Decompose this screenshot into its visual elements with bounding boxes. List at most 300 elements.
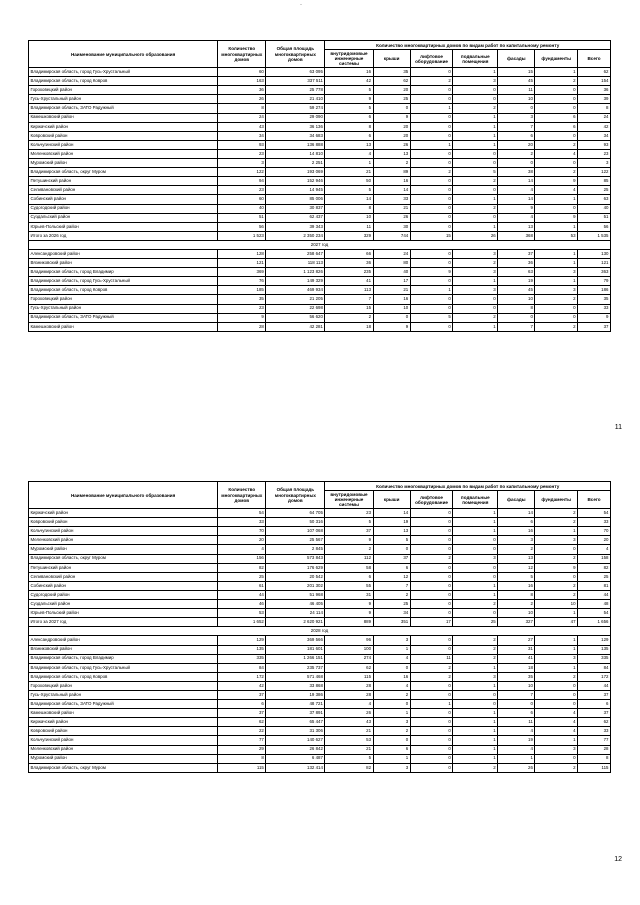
municipality-name: Владимирская область, округ Муром [29, 554, 218, 563]
value-cell: 0 [373, 104, 410, 113]
value-cell: 6 487 [266, 754, 325, 763]
value-cell: 2 [535, 581, 578, 590]
municipality-name: Суздальский район [29, 600, 218, 609]
value-cell: 0 [410, 213, 453, 222]
value-cell: 21 [373, 286, 410, 295]
value-cell: 17 [410, 618, 453, 627]
value-cell: 0 [535, 690, 578, 699]
header-sub-3: подвальные помещения [453, 491, 498, 509]
value-cell: 0 [410, 572, 453, 581]
value-cell: 112 [325, 554, 373, 563]
value-cell: 0 [535, 572, 578, 581]
value-cell: 0 [410, 563, 453, 572]
table-row [29, 545, 611, 554]
value-cell: 14 [325, 195, 373, 204]
value-cell: 1 652 [218, 618, 266, 627]
header-count: Количество многоквартирных домов [218, 482, 266, 509]
table-row [29, 159, 611, 168]
header-row [29, 482, 611, 491]
value-cell: 6 [498, 131, 535, 140]
value-cell: 1 [535, 609, 578, 618]
value-cell: 24 [218, 113, 266, 122]
value-cell: 14 [373, 186, 410, 195]
value-cell: 30 837 [266, 204, 325, 213]
value-cell: 0 [410, 149, 453, 158]
value-cell: 10 [535, 600, 578, 609]
value-cell: 3 [535, 536, 578, 545]
value-cell: 48 [578, 600, 611, 609]
header-sub-6: Всего [578, 50, 611, 68]
value-cell: 34 [578, 131, 611, 140]
value-cell: 130 [578, 249, 611, 258]
value-cell: 1 [453, 322, 498, 331]
value-cell: 11 [325, 222, 373, 231]
table-row [29, 186, 611, 195]
value-cell: 40 [218, 204, 266, 213]
value-cell: 6 [498, 518, 535, 527]
value-cell: 0 [410, 131, 453, 140]
value-cell: 2 [453, 645, 498, 654]
value-cell: 0 [535, 131, 578, 140]
value-cell: 163 [218, 77, 266, 86]
table-row [29, 259, 611, 268]
table-row [29, 527, 611, 536]
value-cell: 42 [325, 77, 373, 86]
value-cell: 7 [498, 122, 535, 131]
value-cell: 20 [218, 536, 266, 545]
value-cell: 0 [410, 249, 453, 258]
table-row [29, 754, 611, 763]
value-cell: 11 [498, 86, 535, 95]
value-cell: 9 [373, 322, 410, 331]
table-row [29, 763, 611, 772]
value-cell: 85 [578, 177, 611, 186]
value-cell: 8 [325, 122, 373, 131]
value-cell: 744 [373, 231, 410, 240]
table-row [29, 690, 611, 699]
value-cell: 16 [498, 581, 535, 590]
value-cell: 37 [578, 709, 611, 718]
value-cell: 0 [453, 690, 498, 699]
table-row [29, 709, 611, 718]
value-cell: 0 [410, 195, 453, 204]
value-cell: 3 [453, 268, 498, 277]
value-cell: 8 [498, 590, 535, 599]
value-cell: 9 [498, 204, 535, 213]
value-cell: 40 [373, 268, 410, 277]
value-cell: 0 [453, 149, 498, 158]
value-cell: 3 [535, 268, 578, 277]
value-cell: 10 [498, 609, 535, 618]
value-cell: 7 [498, 322, 535, 331]
scan-speck: · [300, 2, 302, 8]
value-cell: 14 [498, 177, 535, 186]
municipality-name: Вязниковский район [29, 645, 218, 654]
value-cell: 50 [325, 177, 373, 186]
table-row [29, 204, 611, 213]
value-cell: 0 [373, 700, 410, 709]
value-cell: 20 [373, 131, 410, 140]
value-cell: 58 [325, 563, 373, 572]
value-cell: 23 [218, 149, 266, 158]
table-row [29, 277, 611, 286]
value-cell: 13 [498, 554, 535, 563]
value-cell: 5 [325, 104, 373, 113]
value-cell: 0 [535, 700, 578, 709]
page-number: 12 [614, 856, 622, 863]
value-cell: 21 [325, 168, 373, 177]
value-cell: 0 [373, 663, 410, 672]
header-sub-3: подвальные помещения [453, 50, 498, 68]
value-cell: 0 [410, 690, 453, 699]
table-row [29, 77, 611, 86]
table-row [29, 727, 611, 736]
table-row [29, 140, 611, 149]
value-cell: 11 [498, 718, 535, 727]
value-cell: 172 [578, 672, 611, 681]
value-cell: 28 [325, 681, 373, 690]
value-cell: 1 [453, 709, 498, 718]
value-cell: 51 [218, 213, 266, 222]
value-cell: 94 [218, 177, 266, 186]
municipality-name: Гусь-Хрустальный район [29, 690, 218, 699]
value-cell: 0 [535, 204, 578, 213]
value-cell: 16 [498, 527, 535, 536]
value-cell: 51 [578, 213, 611, 222]
value-cell: 0 [410, 159, 453, 168]
value-cell: 14 [373, 509, 410, 518]
value-cell: 20 [373, 122, 410, 131]
value-cell: 121 [578, 259, 611, 268]
value-cell: 1 [410, 140, 453, 149]
value-cell: 13 [373, 149, 410, 158]
value-cell: 2 [453, 259, 498, 268]
value-cell: 0 [410, 86, 453, 95]
value-cell: 19 [373, 518, 410, 527]
value-cell: 158 [578, 554, 611, 563]
value-cell: 0 [410, 727, 453, 736]
value-cell: 63 095 [266, 68, 325, 77]
table-row [29, 600, 611, 609]
value-cell: 31 306 [266, 727, 325, 736]
value-cell: 2 [410, 77, 453, 86]
value-cell: 0 [535, 104, 578, 113]
value-cell: 0 [410, 600, 453, 609]
value-cell: 25 [453, 618, 498, 627]
value-cell: 70 [218, 527, 266, 536]
value-cell: 0 [410, 636, 453, 645]
table-row [29, 636, 611, 645]
municipality-name: Владимирская область, город Гусь-Хрустальный [29, 68, 218, 77]
value-cell: 2 [453, 204, 498, 213]
municipality-name: Владимирская область, город Владимир [29, 268, 218, 277]
value-cell: 1 [453, 718, 498, 727]
value-cell: 1 [535, 663, 578, 672]
value-cell: 28 [218, 322, 266, 331]
value-cell: 4 [535, 149, 578, 158]
value-cell: 1 [453, 195, 498, 204]
header-area: Общая площадь многоквартирных домов [266, 482, 325, 509]
value-cell: 25 [578, 572, 611, 581]
value-cell: 30 [373, 222, 410, 231]
value-cell: 18 [498, 663, 535, 672]
table-row [29, 95, 611, 104]
municipality-name: Камешковский район [29, 709, 218, 718]
value-cell: 0 [453, 86, 498, 95]
value-cell: 4 [535, 186, 578, 195]
value-cell: 3 [453, 286, 498, 295]
value-cell: 1 [535, 636, 578, 645]
value-cell: 14 945 [266, 186, 325, 195]
table-row [29, 654, 611, 663]
value-cell: 53 [325, 736, 373, 745]
value-cell: 1 [453, 222, 498, 231]
value-cell: 56 [218, 222, 266, 231]
value-cell: 21 [325, 727, 373, 736]
value-cell: 0 [410, 204, 453, 213]
value-cell: 889 [325, 618, 373, 627]
value-cell: 37 [578, 322, 611, 331]
municipality-name: Владимирская область, округ Муром [29, 763, 218, 772]
value-cell: 11 [410, 654, 453, 663]
value-cell: 129 [218, 636, 266, 645]
value-cell: 128 [218, 249, 266, 258]
value-cell: 3 [578, 159, 611, 168]
value-cell: 0 [410, 68, 453, 77]
header-sub-1: крыши [373, 50, 410, 68]
table-row [29, 536, 611, 545]
value-cell: 23 [325, 509, 373, 518]
value-cell: 42 281 [266, 322, 325, 331]
value-cell: 37 [218, 709, 266, 718]
value-cell: 149 329 [266, 277, 325, 286]
value-cell: 2 [453, 313, 498, 322]
value-cell: 571 468 [266, 672, 325, 681]
value-cell: 6 [535, 113, 578, 122]
value-cell: 2 [535, 590, 578, 599]
value-cell: 0 [410, 277, 453, 286]
value-cell: 24 114 [266, 609, 325, 618]
value-cell: 85 006 [266, 195, 325, 204]
value-cell: 70 [578, 527, 611, 536]
value-cell: 1 [535, 527, 578, 536]
value-cell: 4 [535, 709, 578, 718]
value-cell: 2 [453, 654, 498, 663]
municipality-name: Камешковский район [29, 113, 218, 122]
value-cell: 0 [535, 681, 578, 690]
capital-repair-table-page-11 [28, 40, 611, 332]
value-cell: 1 [410, 700, 453, 709]
value-cell: 8 [325, 204, 373, 213]
value-cell: 36 136 [266, 122, 325, 131]
table-row [29, 718, 611, 727]
value-cell: 0 [410, 745, 453, 754]
value-cell: 0 [410, 186, 453, 195]
value-cell: 0 [410, 259, 453, 268]
value-cell: 63 [578, 195, 611, 204]
value-cell: 363 [578, 268, 611, 277]
value-cell: 0 [453, 95, 498, 104]
header-sub-5: фундаменты [535, 50, 578, 68]
value-cell: 34 683 [266, 131, 325, 140]
value-cell: 4 [498, 745, 535, 754]
value-cell: 27 [498, 636, 535, 645]
value-cell: 62 [578, 718, 611, 727]
municipality-name: Судогодский район [29, 204, 218, 213]
table-row [29, 681, 611, 690]
value-cell: 3 [498, 113, 535, 122]
value-cell: 9 [578, 313, 611, 322]
value-cell: 351 [373, 618, 410, 627]
municipality-name: Гороховецкий район [29, 86, 218, 95]
value-cell: 89 [373, 168, 410, 177]
value-cell: 369 [218, 268, 266, 277]
header-sub-2: лифтовое оборудование [410, 491, 453, 509]
table-row [29, 322, 611, 331]
value-cell: 2 [535, 77, 578, 86]
value-cell: 100 [325, 645, 373, 654]
value-cell: 2 [453, 636, 498, 645]
municipality-name: Владимирская область, округ Муром [29, 168, 218, 177]
value-cell: 1 [453, 727, 498, 736]
header-work-types: Количество многоквартирных домов по видам работ по капитальному ремонту [325, 482, 611, 491]
value-cell: 9 [535, 177, 578, 186]
value-cell: 337 511 [266, 77, 325, 86]
municipality-name: Владимирская область, город Гусь-Хрустальный [29, 663, 218, 672]
value-cell: 1 [373, 645, 410, 654]
value-cell: 3 [453, 77, 498, 86]
value-cell: 10 [498, 681, 535, 690]
table-row [29, 518, 611, 527]
value-cell: 2 [325, 545, 373, 554]
value-cell: 2 [498, 149, 535, 158]
table-row [29, 249, 611, 258]
value-cell: 235 [325, 268, 373, 277]
value-cell: 235 737 [266, 663, 325, 672]
value-cell: 4 [325, 700, 373, 709]
value-cell: 12 [373, 572, 410, 581]
value-cell: 1 [535, 277, 578, 286]
value-cell: 115 [218, 763, 266, 772]
value-cell: 54 [578, 609, 611, 618]
value-cell: 93 [578, 140, 611, 149]
table-row [29, 286, 611, 295]
value-cell: 5 [325, 186, 373, 195]
value-cell: 42 [218, 681, 266, 690]
value-cell: 368 [498, 231, 535, 240]
value-cell: 2 [535, 168, 578, 177]
value-cell: 0 [410, 590, 453, 599]
value-cell: 19 386 [266, 690, 325, 699]
municipality-name: Александровский район [29, 249, 218, 258]
value-cell: 62 [373, 77, 410, 86]
header-name: Наименование муниципального образования [29, 482, 218, 509]
value-cell: 0 [410, 95, 453, 104]
value-cell: 1 656 [578, 618, 611, 627]
value-cell: 0 [453, 295, 498, 304]
value-cell: 121 [218, 259, 266, 268]
value-cell: 21 [325, 745, 373, 754]
value-cell: 115 [325, 672, 373, 681]
value-cell: 10 [373, 304, 410, 313]
value-cell: 0 [453, 572, 498, 581]
municipality-name: Юрьев-Польский район [29, 609, 218, 618]
value-cell: 0 [535, 313, 578, 322]
value-cell: 1 [453, 663, 498, 672]
value-cell: 136 888 [266, 140, 325, 149]
value-cell: 0 [535, 86, 578, 95]
value-cell: 33 [578, 727, 611, 736]
value-cell: 2 [535, 295, 578, 304]
table-row [29, 700, 611, 709]
value-cell: 1 [325, 159, 373, 168]
municipality-name: Муромский район [29, 754, 218, 763]
value-cell: 0 [410, 763, 453, 772]
value-cell: 0 [410, 709, 453, 718]
value-cell: 43 [218, 122, 266, 131]
value-cell: 3 [498, 536, 535, 545]
value-cell: 3 [373, 636, 410, 645]
value-cell: 60 [218, 68, 266, 77]
value-cell: 33 [218, 518, 266, 527]
value-cell: 26 [325, 709, 373, 718]
value-cell: 6 [578, 700, 611, 709]
value-cell: 5 [410, 313, 453, 322]
value-cell: 8 [578, 104, 611, 113]
value-cell: 5 [453, 168, 498, 177]
table-row [29, 645, 611, 654]
municipality-name: Суздальский район [29, 213, 218, 222]
value-cell: 28 [578, 745, 611, 754]
table-row [29, 68, 611, 77]
table-row [29, 563, 611, 572]
value-cell: 34 [373, 609, 410, 618]
value-cell: 2 [535, 518, 578, 527]
value-cell: 0 [453, 304, 498, 313]
value-cell: 12 [498, 563, 535, 572]
municipality-name: Петушинский район [29, 177, 218, 186]
value-cell: 5 [373, 536, 410, 545]
value-cell: 13 [373, 527, 410, 536]
value-cell: 1 [535, 222, 578, 231]
value-cell: 1 [373, 754, 410, 763]
value-cell: 2 [535, 672, 578, 681]
value-cell: 35 [498, 672, 535, 681]
value-cell: 1 [453, 131, 498, 140]
table-row [29, 168, 611, 177]
value-cell: 1 [453, 277, 498, 286]
value-cell: 4 [535, 718, 578, 727]
value-cell: 1 [453, 140, 498, 149]
value-cell: 4 [373, 681, 410, 690]
value-cell: 42 [578, 122, 611, 131]
value-cell: 1 [453, 736, 498, 745]
value-cell: 1 [453, 745, 498, 754]
value-cell: 7 [373, 581, 410, 590]
value-cell: 4 [535, 727, 578, 736]
value-cell: 0 [453, 159, 498, 168]
value-cell: 37 [498, 249, 535, 258]
value-cell: 26 [498, 763, 535, 772]
value-cell: 181 601 [266, 645, 325, 654]
value-cell: 2 [498, 600, 535, 609]
value-cell: 33 868 [266, 681, 325, 690]
value-cell: 41 [498, 654, 535, 663]
table-row [29, 313, 611, 322]
value-cell: 37 891 [266, 709, 325, 718]
value-cell: 2 [535, 763, 578, 772]
value-cell: 53 [218, 609, 266, 618]
